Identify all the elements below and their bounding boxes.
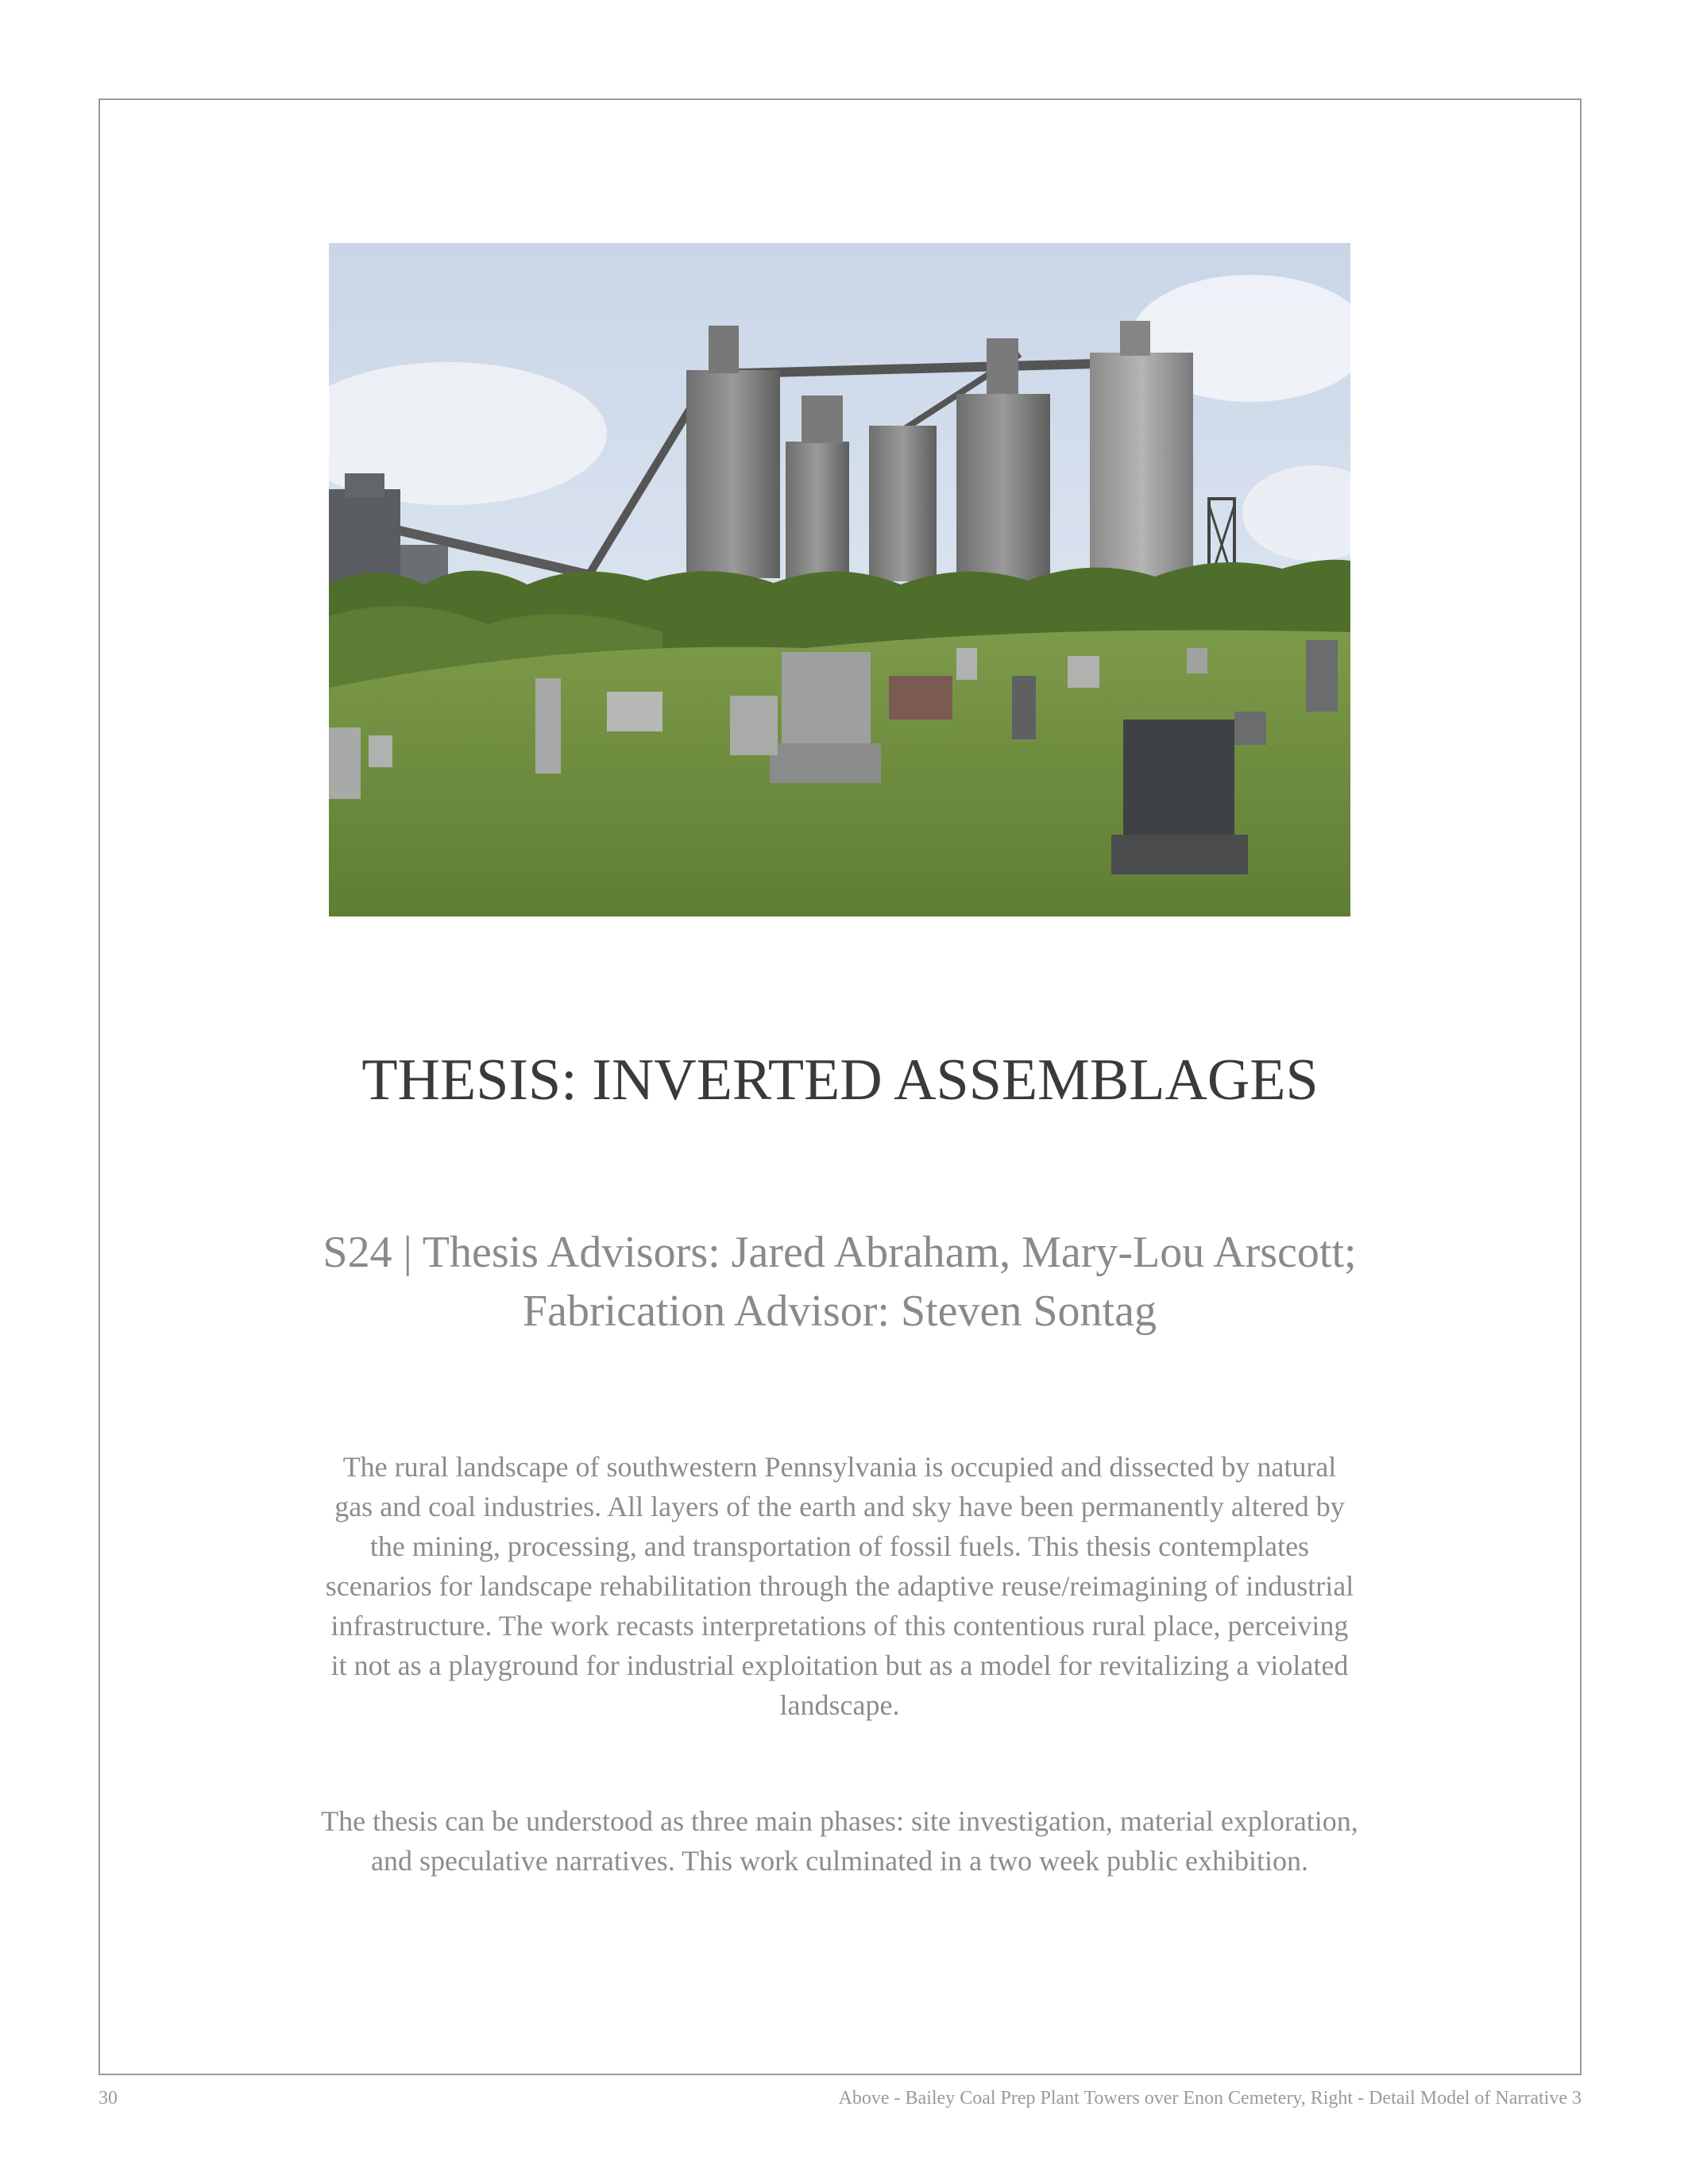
body-paragraph: The thesis can be understood as three main phases: site investigation, material exploration, and speculative narratives. This work culminated in a two week public exhibition.	[321, 1805, 1358, 1877]
thesis-subtitle: S24 | Thesis Advisors: Jared Abraham, Mary-Lou Arscott; Fabrication Advisor: Steven Sontag	[323, 1228, 1357, 1336]
page-title: THESIS: INVERTED ASSEMBLAGES	[361, 1048, 1319, 1113]
page-number: 30	[98, 2088, 118, 2109]
body-paragraph: The rural landscape of southwestern Pennsylvania is occupied and dissected by natural gas and coal industries. All layers of the earth and sky have been permanently altered by the mining, processing, and transportation of fossil fuels. This thesis contemplates scenarios for landscape rehabilitation through the adaptive reuse/reimagining of industrial infrastructure. The work recasts interpretations of this contentious rural place, perceiving it not as a playground for industrial exploitation but as a model for revitalizing a violated landscape.	[325, 1451, 1354, 1721]
cover-photo	[329, 243, 1350, 916]
image-caption: Above - Bailey Coal Prep Plant Towers over Enon Cemetery, Right - Detail Model of Narrative 3	[838, 2088, 1582, 2109]
